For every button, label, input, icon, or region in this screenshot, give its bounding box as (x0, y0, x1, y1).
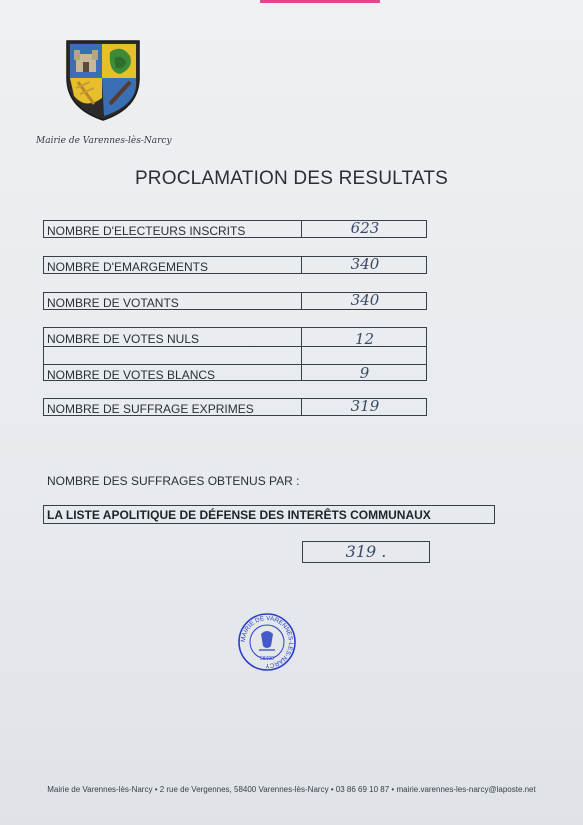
top-color-strip (260, 0, 380, 3)
liste-result: 319 . (302, 541, 430, 563)
stamp-text: MAIRIE DE VARENNES-LÈS-NARCY (239, 614, 295, 670)
value-inscrits: 623 (301, 220, 428, 238)
stamp-code: 58400 (260, 656, 274, 662)
liste-label: LA LISTE APOLITIQUE DE DÉFENSE DES INTERÊTS COMMUNAUX (47, 508, 431, 522)
label-nuls: NOMBRE DE VOTES NULS (47, 332, 200, 346)
page-title: PROCLAMATION DES RESULTATS (134, 168, 449, 189)
label-inscrits: NOMBRE D'ELECTEURS INSCRITS (47, 224, 246, 238)
value-nuls: 12 (354, 330, 375, 348)
liste-box (43, 505, 495, 524)
label-blancs: NOMBRE DE VOTES BLANCS (47, 368, 216, 382)
row-inscrits (43, 220, 427, 238)
value-emargements: 340 (301, 256, 428, 274)
label-votants: NOMBRE DE VOTANTS (47, 296, 179, 310)
label-exprimes: NOMBRE DE SUFFRAGE EXPRIMES (47, 402, 254, 416)
row-exprimes (43, 398, 427, 416)
value-blancs: 9 (359, 364, 370, 382)
coat-of-arms-logo (64, 38, 142, 122)
row-emargements (43, 256, 427, 274)
mairie-stamp (237, 612, 297, 672)
suffrages-heading: NOMBRE DES SUFFRAGES OBTENUS PAR : (47, 474, 300, 488)
mairie-name: Mairie de Varennes-lès-Narcy (36, 136, 172, 146)
value-exprimes: 319 (301, 398, 428, 416)
row-votants (43, 292, 427, 310)
value-votants: 340 (301, 292, 428, 310)
footer-text: Mairie de Varennes-lès-Narcy • 2 rue de Vergennes, 58400 Varennes-lès-Narcy • 03 86 69 10 87 • mairie.varennes-les-narcy@laposte.net (47, 785, 536, 794)
nuls-blancs-table (43, 327, 427, 381)
label-emargements: NOMBRE D'EMARGEMENTS (47, 260, 208, 274)
